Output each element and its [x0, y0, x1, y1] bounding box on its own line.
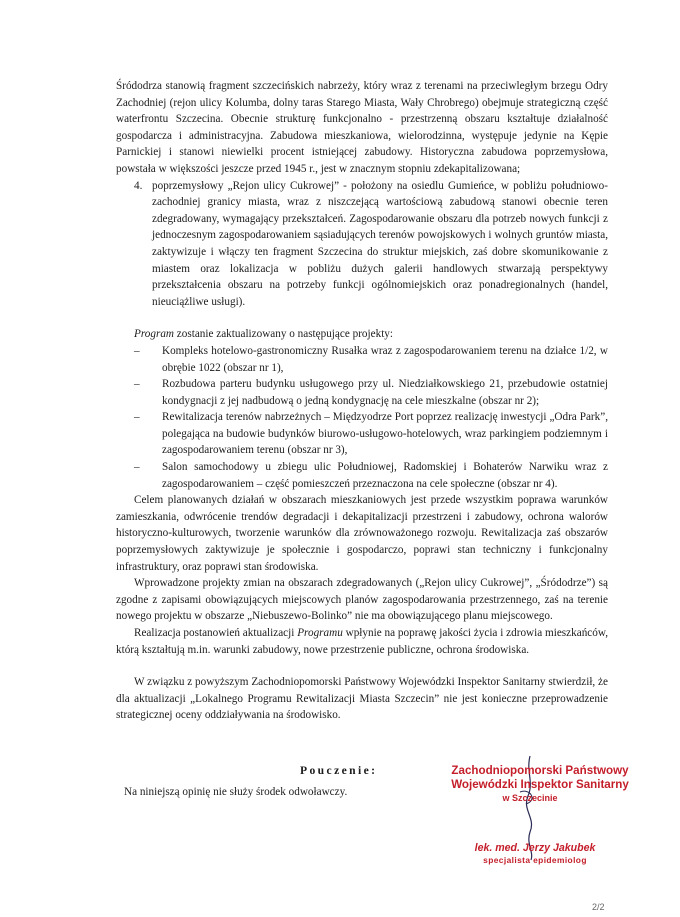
stamp-line-1: Zachodniopomorski Państwowy: [451, 764, 629, 777]
paragraph-celem: Celem planowanych działań w obszarach mieszkaniowych jest przede wszystkim poprawa warunków zamieszkania, odwrócenie trendów degradacji i dekapitalizacji przestrzeni i zabudowy, ochrona walorów historyczno-kulturowych, tworzenie warunków dla zrównoważonego rozwoju. Rewitalizacja zaś obszarów poprzemysłowych zaktywizuje je społecznie i gospodarczo, poprawi stan techniczny i funkcjonalny infrastruktury, oraz poprawi stan środowiska.: [116, 494, 608, 573]
document-body: [116, 78, 608, 724]
project-text: Salon samochodowy u zbiegu ulic Południowej, Radomskiej i Bohaterów Narwiku wraz z zagospodarowaniem – część pomieszczeń przeznaczona na cele społeczne (obszar nr 4).: [162, 461, 608, 490]
realizacja-text-a: Realizacja postanowień aktualizacji: [134, 627, 298, 639]
project-item: [134, 376, 608, 409]
realizacja-program-word: Programu: [297, 627, 343, 639]
project-text: Rewitalizacja terenów nabrzeżnych – Międzyodrze Port poprzez realizację inwestycji „Odra Park”, polegająca na budowie budynków biurowo-usługowo-hotelowych, wraz parkingiem podziemnym i zagospodarowaniem terenu (obszar nr 3),: [162, 411, 608, 457]
list-number: 4.: [134, 179, 143, 192]
project-item: [134, 459, 608, 492]
project-text: Kompleks hotelowo-gastronomiczny Rusałka wraz z zagospodarowaniem terenu na działce 1/2, w obrębie 1022 (obszar nr 1),: [162, 344, 608, 374]
program-rest: zostanie zaktualizowany o następujące projekty:: [174, 328, 394, 341]
project-text: Rozbudowa parteru budynku usługowego przy ul. Niedziałkowskiego 21, przebudowie ostatniej kondygnacji z jej nadbudową o jedną kondygnację na cele mieszkalne (obszar nr 2);: [162, 378, 608, 407]
official-stamp: [440, 764, 640, 804]
paragraph-wprowadzone: Wprowadzone projekty zmian na obszarach zdegradowanych („Rejon ulicy Cukrowej”, „Śródodrze”) są zgodne z zapisami obowiązujących miejscowych planów zagospodarowania przestrzennego, zaś na terenie nowego projektu w obszarze „Niebuszewo-Bolinko” nie ma obowiązującego planu miejscowego.: [116, 577, 608, 623]
stamp-name: lek. med. Jerzy Jakubek: [474, 842, 596, 854]
project-item: [134, 343, 608, 376]
project-list: [116, 343, 608, 492]
project-item: [134, 409, 608, 459]
stamp-title: specjalista epidemiolog: [483, 855, 587, 865]
name-stamp: [470, 842, 600, 866]
paragraph-realizacja: [116, 625, 608, 658]
realizacja-text-b: wpłynie na poprawę jakości życia i zdrowia mieszkańców, którą kształtują m.in. warunki zabudowy, nowe przestrzenie publiczne, ochrona środowiska.: [116, 627, 608, 656]
list-item-4: [134, 178, 608, 311]
pouczenie-heading: Pouczenie:: [300, 764, 378, 777]
program-word: Program: [134, 328, 174, 341]
stamp-line-3: w Szczecinie: [502, 793, 558, 803]
dash-bullet: –: [134, 461, 140, 474]
list-item-text: poprzemysłowy „Rejon ulicy Cukrowej” - położony na osiedlu Gumieńce, w pobliżu południowo-zachodniej granicy miasta, wraz z niszczejącą wartościową zabudową stanowi obecnie teren zdegradowany, wymagający przekształceń. Zagospodarowanie obszaru dla potrzeb nowych funkcji z jednoczesnym zagospodarowaniem sąsiadujących terenów powojskowych i wolnych gruntów miasta, zaktywizuje i włączy ten fragment Szczecina do struktur miejskich, zaś dobre skomunikowanie z miastem oraz lokalizacja w pobliżu dużych galerii handlowych stwarzają perspektywy przekształcenia obszaru na potrzeby funkcji ogólnomiejskich oraz ponadregionalnych (handel, nieuciążliwe usługi).: [152, 179, 608, 308]
paragraph-srodlodrze: Śródodrza stanowią fragment szczecińskich nabrzeży, który wraz z terenami na przeciwległym brzegu Odry Zachodniej (rejon ulicy Kolumba, dolny taras Starego Miasta, Wały Chrobrego) obejmuje strategiczną część waterfrontu Szczecina. Obecnie strukturę funkcjonalno - przestrzenną obszaru kształtuje działalność gospodarcza i administracyjna. Zabudowa mieszkaniowa, wielorodzinna, występuje jedynie na Kępie Parnickiej i stanowi niewielki procent istniejącej zabudowy. Historyczna zabudowa poprzemysłowa, powstała w większości jeszcze przed 1945 r., jest w znacznym stopniu zdekapitalizowana;: [116, 80, 608, 175]
paragraph-program: [116, 326, 608, 343]
dash-bullet: –: [134, 411, 140, 424]
dash-bullet: –: [134, 378, 140, 391]
pouczenie-text: Na niniejszą opinię nie służy środek odwoławczy.: [124, 786, 348, 798]
paragraph-conclusion: W związku z powyższym Zachodniopomorski Państwowy Wojewódzki Inspektor Sanitarny stwierdził, że dla aktualizacji „Lokalnego Programu Rewitalizacji Miasta Szczecin” nie jest konieczne przeprowadzenie strategicznej oceny oddziaływania na środowisko.: [116, 676, 608, 722]
page-number: 2/2: [592, 902, 605, 912]
stamp-line-2: Wojewódzki Inspektor Sanitarny: [451, 778, 629, 791]
dash-bullet: –: [134, 344, 140, 357]
